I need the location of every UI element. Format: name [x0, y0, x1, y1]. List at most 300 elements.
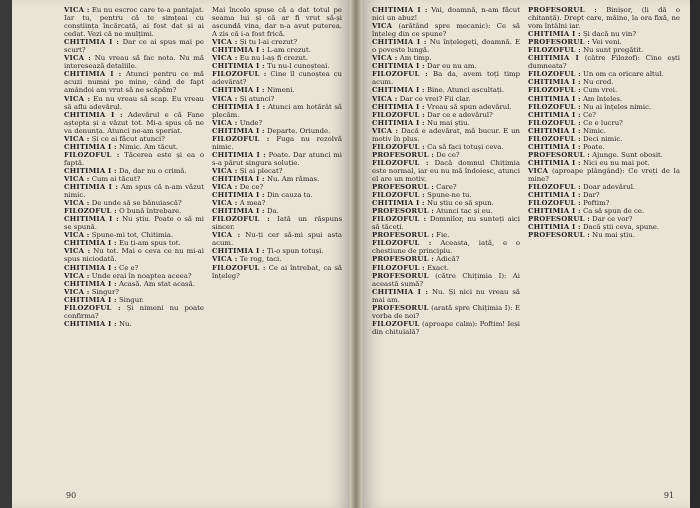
speaker-name: VICA :: [64, 94, 91, 103]
dialogue-line: [528, 223, 680, 231]
right-page: [362, 0, 690, 508]
speaker-name: CHITIMIA I :: [372, 118, 425, 127]
speaker-name: FILOZOFUL: [372, 319, 420, 328]
speaker-name: PROFESORUL :: [372, 183, 434, 192]
dialogue-line: [64, 70, 204, 94]
dialogue-text: Nu-ți cer să-mi spui asta acum.: [212, 231, 342, 248]
speaker-name: CHITIMIA I :: [64, 215, 119, 224]
speaker-name: CHITIMIA I :: [64, 70, 122, 79]
dialogue-line: [64, 304, 204, 320]
speaker-name: VICA :: [64, 271, 90, 280]
dialogue-text: Dar ce ai spus mai pe scurt?: [64, 38, 204, 55]
dialogue-line: [372, 191, 520, 199]
dialogue-text: Ți-o spun totuși.: [266, 247, 324, 256]
dialogue-text: Singur.: [118, 295, 144, 304]
dialogue-line: [528, 207, 680, 215]
speaker-name: CHITIMIA I :: [372, 6, 428, 14]
speaker-name: FILOZOFUL :: [372, 70, 428, 79]
left-page: [12, 0, 350, 508]
dialogue-line: [212, 151, 342, 167]
speaker-name: VICA :: [64, 199, 90, 208]
speaker-name: CHITIMIA I :: [64, 295, 117, 304]
speaker-name: PROFESORUL :: [528, 38, 590, 47]
dialogue-line: [372, 143, 520, 151]
dialogue-line: [528, 151, 680, 159]
dialogue-line: [528, 231, 680, 239]
dialogue-text: Dar eu nu am.: [426, 62, 477, 71]
dialogue-line: [64, 264, 204, 272]
dialogue-text: Spune-mi tot, Chitimia.: [91, 231, 174, 240]
dialogue-text: Un om ca oricare altul.: [583, 70, 664, 79]
dialogue-text: Am timp.: [399, 54, 432, 63]
dialogue-line: [64, 231, 204, 239]
speaker-name: VICA :: [212, 255, 238, 264]
dialogue-line: [212, 6, 342, 38]
speaker-name: PROFESORUL :: [528, 150, 590, 159]
speaker-name: FILOZOFUL :: [64, 150, 120, 159]
dialogue-line: [212, 255, 342, 263]
dialogue-line: [372, 54, 520, 62]
speaker-name: CHITIMIA I :: [212, 102, 266, 111]
dialogue-line: [212, 175, 342, 183]
dialogue-line: [212, 46, 342, 54]
dialogue-line: [372, 22, 520, 38]
speaker-name: FILOZOFUL :: [528, 134, 581, 143]
speaker-name: VICA :: [212, 199, 238, 208]
dialogue-line: [528, 86, 680, 94]
dialogue-line: [372, 6, 520, 22]
dialogue-line: [64, 296, 204, 304]
dialogue-text: De unde să se bănuiască?: [91, 199, 182, 208]
dialogue-text: (aproape plângând): Ce vreți de la mine?: [528, 166, 680, 183]
dialogue-text: Aceasta, iată, e o chestiune de principiu.: [372, 239, 520, 256]
dialogue-text: Dacă e adevărat, mă bucur. E un motiv în plus.: [372, 126, 520, 143]
dialogue-text: Da.: [266, 207, 279, 216]
dialogue-line: [212, 62, 342, 70]
dialogue-text: (aproape calm): Poftim! Ieși din chituială?: [372, 319, 520, 336]
dialogue-text: Nu cred.: [582, 78, 614, 87]
dialogue-text: Eu nu escroc care te-a pantajat. Iar tu, pentru că te simțeai cu conștiința încărcată, ai fost dat și ai cedat. Vezi că ne mulțimi.: [64, 6, 204, 39]
dialogue-text: Deci nimic.: [583, 134, 623, 143]
dialogue-text: Eu nu vreau să scap. Eu vreau să aflu adevărul.: [64, 94, 204, 111]
speaker-name: FILOZOFUL :: [372, 110, 425, 119]
speaker-name: FILOZOFUL :: [372, 263, 425, 272]
speaker-name: FILOZOFUL :: [64, 207, 117, 216]
dialogue-line: [64, 280, 204, 288]
dialogue-line: [64, 135, 204, 143]
dialogue-line: [528, 38, 680, 46]
dialogue-line: [64, 183, 204, 199]
speaker-name: VICA :: [64, 6, 90, 14]
speaker-name: CHITIMIA I :: [528, 191, 581, 200]
dialogue-line: [64, 6, 204, 38]
dialogue-line: [372, 264, 520, 272]
dialogue-text: Cine îl cunoștea cu adevărat?: [212, 70, 342, 87]
speaker-name: VICA: [372, 22, 393, 31]
dialogue-line: [372, 215, 520, 231]
dialogue-line: [64, 54, 204, 70]
dialogue-line: [212, 38, 342, 46]
dialogue-line: [372, 239, 520, 255]
dialogue-line: [212, 127, 342, 135]
speaker-name: CHITIMIA I: [528, 54, 579, 63]
speaker-name: FILOZOFUL :: [212, 263, 266, 272]
dialogue-line: [372, 151, 520, 159]
dialogue-line: [528, 46, 680, 54]
speaker-name: CHITIMIA I :: [212, 86, 265, 95]
speaker-name: VICA :: [212, 231, 241, 240]
dialogue-text: Ce e?: [118, 263, 139, 272]
dialogue-text: Ce?: [582, 110, 596, 119]
speaker-name: PROFESORUL :: [372, 207, 434, 216]
dialogue-line: [372, 304, 520, 320]
speaker-name: PROFESORUL :: [372, 255, 434, 264]
left-column-1: [64, 6, 204, 484]
dialogue-text: Ba da, avem toți timp acum.: [372, 70, 520, 87]
dialogue-line: [212, 199, 342, 207]
speaker-name: VICA :: [212, 38, 238, 47]
dialogue-line: [372, 288, 520, 304]
speaker-name: CHITIMIA I :: [64, 38, 120, 47]
dialogue-text: Poate. Dar atunci mi s-a părut singura soluție.: [212, 150, 342, 167]
dialogue-text: Exact.: [427, 263, 449, 272]
dialogue-line: [372, 159, 520, 183]
speaker-name: PROFESORUL :: [372, 150, 434, 159]
dialogue-text: Nu tot. Mai e ceva ce nu mi-ai spus niciodată.: [64, 247, 204, 264]
dialogue-text: Dar ce vrei? Fii clar.: [399, 94, 471, 103]
dialogue-text: Ajunge. Sunt obosit.: [592, 150, 663, 159]
dialogue-line: [372, 86, 520, 94]
dialogue-text: Ca să faci totuși ceva.: [427, 142, 504, 151]
dialogue-text: Fie.: [436, 231, 450, 240]
speaker-name: VICA :: [64, 174, 90, 183]
speaker-name: CHITIMIA I :: [528, 207, 581, 216]
dialogue-text: De ce?: [239, 183, 264, 192]
dialogue-text: Nu. Și nici nu vreau să mai am.: [372, 287, 520, 304]
dialogue-text: (către Chițimia I): Ai această sumă?: [372, 271, 520, 288]
speaker-name: FILOZOFUL :: [528, 70, 581, 79]
speaker-name: VICA :: [212, 118, 238, 127]
dialogue-line: [528, 6, 680, 30]
dialogue-line: [528, 78, 680, 86]
dialogue-text: Vreau să spun adevărul.: [426, 102, 512, 111]
dialogue-text: Unde erai în noaptea aceea?: [91, 271, 192, 280]
speaker-name: PROFESORUL :: [528, 6, 597, 14]
dialogue-text: Mai încolo spuse că a dat totul pe seama lui și că ar fi vrut să-și ascundă vina, dar n-a avut puterea. A zis că i-a fost frică.: [212, 6, 342, 39]
speaker-name: VICA :: [372, 54, 398, 63]
dialogue-text: Nici eu nu mai pot.: [582, 158, 650, 167]
speaker-name: CHITIMIA I :: [372, 38, 427, 47]
dialogue-line: [212, 207, 342, 215]
speaker-name: PROFESORUL :: [372, 231, 434, 240]
dialogue-text: Nu.: [118, 319, 132, 328]
dialogue-text: Adică?: [436, 255, 460, 264]
dialogue-text: Tăcerea este și ea o faptă.: [64, 150, 204, 167]
dialogue-line: [64, 199, 204, 207]
dialogue-text: Și ce ai făcut atunci?: [91, 134, 165, 143]
dialogue-line: [212, 135, 342, 151]
dialogue-text: Acasă. Am stat acasă.: [118, 279, 195, 288]
dialogue-text: Tu nu-l cunoșteai.: [266, 62, 330, 71]
speaker-name: CHITIMIA I :: [64, 110, 123, 119]
speaker-name: CHITIMIA I :: [372, 86, 425, 95]
dialogue-line: [372, 119, 520, 127]
speaker-name: FILOZOFUL :: [528, 118, 581, 127]
speaker-name: VICA :: [212, 54, 238, 63]
dialogue-line: [64, 247, 204, 263]
dialogue-text: Fuga nu rezolvă nimic.: [212, 134, 342, 151]
speaker-name: FILOZOFUL :: [212, 134, 270, 143]
dialogue-text: Nu vreau să fac nota. Nu mă interesează detaliile.: [64, 54, 204, 71]
speaker-name: FILOZOFUL :: [372, 239, 432, 248]
dialogue-text: Adevărul e că Fane aștepta și a văzut tot. Mi-a spus că ne va denunța. Atunci ne-am speriat.: [64, 110, 204, 135]
speaker-name: CHITIMIA I :: [372, 287, 429, 296]
dialogue-line: [372, 207, 520, 215]
dialogue-line: [372, 272, 520, 288]
dialogue-text: O bună întrebare.: [119, 207, 182, 216]
speaker-name: CHITIMIA I :: [64, 239, 117, 248]
dialogue-text: Dar ce vor?: [592, 215, 633, 224]
dialogue-text: Binișor, (li dă o chitanță). Drept care, mâine, la ora fixă, ne vom întâlni iar.: [528, 6, 680, 31]
dialogue-line: [212, 247, 342, 255]
speaker-name: CHITIMIA I :: [212, 247, 265, 256]
dialogue-line: [64, 272, 204, 280]
dialogue-text: Nu știu. Poate o să mi se spună.: [64, 215, 204, 232]
speaker-name: CHITIMIA I :: [528, 78, 581, 87]
dialogue-text: Atunci am hotărât să plecăm.: [212, 102, 342, 119]
dialogue-line: [372, 231, 520, 239]
dialogue-text: Vei veni.: [592, 38, 622, 47]
dialogue-text: Ce ai întrebat, ca să înțeleg?: [212, 263, 342, 280]
dialogue-line: [372, 111, 520, 119]
speaker-name: CHITIMIA I :: [212, 207, 265, 216]
dialogue-line: [64, 288, 204, 296]
dialogue-line: [212, 86, 342, 94]
dialogue-line: [528, 183, 680, 191]
dialogue-text: De ce?: [436, 150, 460, 159]
dialogue-text: Nu știu ce să spun.: [426, 199, 494, 208]
dialogue-text: Și nimeni nu poate confirma?: [64, 303, 204, 320]
speaker-name: CHITIMIA I :: [64, 166, 117, 175]
dialogue-line: [64, 175, 204, 183]
dialogue-line: [372, 103, 520, 111]
dialogue-text: Și tu l-ai crezut?: [239, 38, 298, 47]
speaker-name: FILOZOFUL :: [372, 142, 425, 151]
speaker-name: CHITIMIA I :: [528, 158, 581, 167]
dialogue-line: [528, 143, 680, 151]
dialogue-line: [528, 119, 680, 127]
speaker-name: CHITIMIA I :: [528, 94, 581, 103]
page-number-right: 91: [663, 491, 674, 500]
dialogue-line: [372, 62, 520, 70]
dialogue-text: Nu. Am rămas.: [266, 174, 320, 183]
dialogue-line: [212, 70, 342, 86]
dialogue-text: Cum ai tăcut?: [91, 174, 141, 183]
dialogue-text: Domnilor, nu sunteți aici să tăceți.: [372, 215, 520, 232]
dialogue-text: Dar?: [582, 191, 600, 200]
speaker-name: VICA :: [212, 94, 238, 103]
speaker-name: VICA :: [64, 134, 90, 143]
speaker-name: VICA :: [212, 166, 238, 175]
speaker-name: FILOZOFUL :: [372, 158, 429, 167]
dialogue-line: [372, 255, 520, 263]
dialogue-line: [528, 127, 680, 135]
speaker-name: FILOZOFUL :: [528, 102, 581, 111]
dialogue-line: [528, 159, 680, 167]
right-column-2: [528, 6, 680, 484]
speaker-name: CHITIMIA I :: [212, 174, 265, 183]
dialogue-line: [212, 231, 342, 247]
dialogue-line: [64, 239, 204, 247]
dialogue-line: [528, 103, 680, 111]
dialogue-text: Iată un răspuns sincer.: [212, 215, 342, 232]
speaker-name: VICA :: [64, 287, 90, 296]
dialogue-line: [528, 70, 680, 78]
dialogue-line: [528, 30, 680, 38]
dialogue-text: Bine. Atunci ascultați.: [426, 86, 505, 95]
dialogue-text: Nu înțelegeți, doamnă. E o poveste lungă.: [372, 38, 520, 55]
dialogue-text: Care?: [436, 183, 457, 192]
speaker-name: CHITIMIA I :: [64, 279, 117, 288]
dialogue-text: Dar ce e adevărul?: [427, 110, 493, 119]
speaker-name: CHITIMIA I :: [212, 126, 265, 135]
right-column-1: [372, 6, 520, 484]
dialogue-text: Dacă știi ceva, spune.: [582, 223, 660, 232]
dialogue-line: [372, 183, 520, 191]
speaker-name: CHITIMIA I :: [528, 110, 581, 119]
dialogue-line: [64, 215, 204, 231]
dialogue-text: Singur?: [91, 287, 119, 296]
dialogue-line: [64, 95, 204, 111]
dialogue-text: Nu mai știu.: [592, 231, 636, 240]
dialogue-line: [372, 320, 520, 336]
dialogue-text: Nu mai știu.: [426, 118, 470, 127]
speaker-name: CHITIMIA I :: [528, 30, 581, 39]
dialogue-line: [64, 207, 204, 215]
dialogue-line: [372, 127, 520, 143]
dialogue-text: A mea?: [239, 199, 266, 208]
speaker-name: PROFESORUL: [372, 303, 429, 312]
dialogue-text: Doar adevărul.: [583, 183, 636, 192]
speaker-name: FILOZOFUL :: [528, 86, 581, 95]
dialogue-line: [212, 167, 342, 175]
dialogue-line: [372, 199, 520, 207]
speaker-name: VICA :: [372, 126, 399, 135]
dialogue-line: [528, 95, 680, 103]
dialogue-text: Ce e lucru?: [583, 118, 623, 127]
dialogue-text: Și atunci?: [239, 94, 275, 103]
speaker-name: PROFESORUL :: [528, 231, 590, 240]
dialogue-line: [64, 111, 204, 135]
speaker-name: FILOZOFUL :: [528, 199, 581, 208]
speaker-name: VICA :: [212, 183, 238, 192]
speaker-name: CHITIMIA I :: [64, 319, 117, 328]
speaker-name: CHITIMIA I :: [372, 199, 425, 208]
dialogue-text: L-am crezut.: [266, 46, 311, 55]
dialogue-text: Nu ai înțeles nimic.: [583, 102, 652, 111]
dialogue-text: Nimic. Am tăcut.: [118, 142, 178, 151]
dialogue-text: Spune-ne tu.: [427, 191, 472, 200]
speaker-name: CHITIMIA I :: [528, 223, 581, 232]
dialogue-text: Nimic.: [582, 126, 606, 135]
speaker-name: CHITIMIA I :: [212, 46, 265, 55]
dialogue-line: [212, 183, 342, 191]
speaker-name: VICA :: [372, 94, 398, 103]
dialogue-line: [372, 70, 520, 86]
dialogue-line: [528, 199, 680, 207]
speaker-name: CHITIMIA I :: [212, 62, 265, 71]
dialogue-line: [64, 320, 204, 328]
dialogue-line: [528, 111, 680, 119]
speaker-name: CHITIMIA I :: [372, 102, 425, 111]
dialogue-line: [528, 135, 680, 143]
dialogue-text: (arată spre Chițimia I): E vorba de noi?: [372, 303, 520, 320]
dialogue-text: Eu ți-am spus tot.: [118, 239, 181, 248]
speaker-name: CHITIMIA I :: [64, 263, 117, 272]
dialogue-text: Unde?: [239, 118, 263, 127]
dialogue-line: [528, 54, 680, 70]
speaker-name: CHITIMIA I :: [212, 150, 266, 159]
dialogue-text: Departe. Oriunde.: [266, 126, 331, 135]
dialogue-text: Ca să spun de ce.: [582, 207, 645, 216]
dialogue-text: Nu sunt pregătit.: [583, 46, 644, 55]
dialogue-line: [212, 103, 342, 119]
dialogue-text: (arătând spre mecanic): Ce să înțeleg din ce spune?: [372, 22, 520, 39]
speaker-name: VICA: [528, 166, 549, 175]
speaker-name: VICA :: [64, 231, 90, 240]
dialogue-line: [212, 95, 342, 103]
speaker-name: CHITIMIA I :: [64, 142, 117, 151]
dialogue-line: [372, 38, 520, 54]
book-gutter: [350, 0, 362, 508]
speaker-name: CHITIMIA I :: [64, 183, 119, 192]
speaker-name: CHITIMIA I :: [372, 62, 425, 71]
dialogue-text: Da, dar nu o crimă.: [118, 166, 187, 175]
speaker-name: FILOZOFUL :: [212, 70, 267, 79]
dialogue-text: Eu nu l-aș fi crezut.: [239, 54, 308, 63]
speaker-name: FILOZOFUL :: [64, 303, 121, 312]
dialogue-text: Vai, doamnă, n-am făcut nici un abuz!: [372, 6, 520, 23]
dialogue-line: [528, 215, 680, 223]
dialogue-text: Și ai plecat?: [239, 166, 283, 175]
speaker-name: CHITIMIA I :: [528, 126, 581, 135]
dialogue-line: [528, 191, 680, 199]
dialogue-line: [372, 95, 520, 103]
speaker-name: CHITIMIA I :: [528, 142, 581, 151]
dialogue-line: [528, 167, 680, 183]
dialogue-text: Atunci pentru ce mă acuzi numai pe mine, când de fapt amândoi am vrut să ne scăpăm?: [64, 70, 204, 95]
speaker-name: VICA :: [64, 54, 92, 63]
page-number-left: 90: [66, 491, 77, 500]
dialogue-line: [64, 151, 204, 167]
speaker-name: FILOZOFUL :: [212, 215, 270, 224]
dialogue-text: Am înțeles.: [582, 94, 623, 103]
speaker-name: CHITIMIA I :: [212, 191, 265, 200]
dialogue-line: [212, 264, 342, 280]
speaker-name: VICA :: [64, 247, 91, 256]
dialogue-text: Și dacă nu vin?: [582, 30, 637, 39]
dialogue-text: (către Filozof): Cine ești dumneata?: [528, 54, 680, 71]
dialogue-line: [212, 54, 342, 62]
speaker-name: FILOZOFUL :: [372, 215, 427, 224]
dialogue-line: [64, 167, 204, 175]
dialogue-line: [212, 119, 342, 127]
speaker-name: FILOZOFUL :: [528, 183, 581, 192]
dialogue-text: Poftim?: [583, 199, 610, 208]
speaker-name: FILOZOFUL :: [372, 191, 425, 200]
dialogue-text: Am spus că n-am văzut nimic.: [64, 183, 204, 200]
left-column-2: [212, 6, 342, 484]
